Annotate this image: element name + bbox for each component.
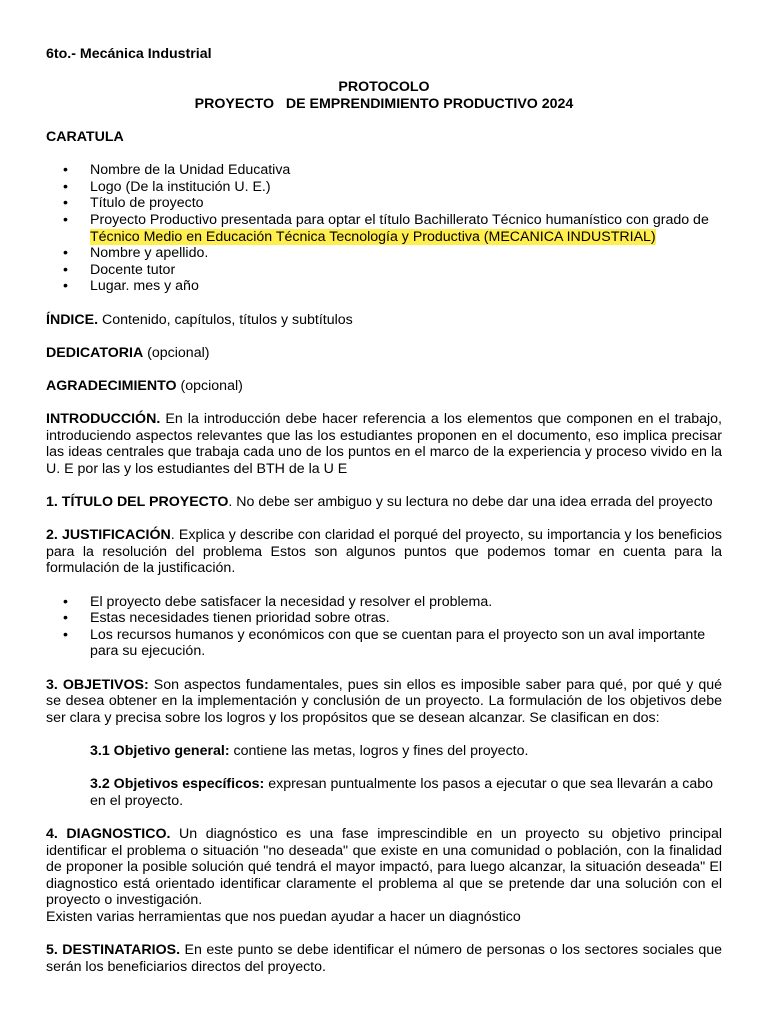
list-item: • Docente tutor [46,262,722,279]
titulo-paragraph: 1. TÍTULO DEL PROYECTO. No debe ser ambiguo y su lectura no debe dar una idea errada del proyecto [46,494,713,511]
justificacion-paragraph: 2. JUSTIFICACIÓN. Explica y describe con claridad el porqué del proyecto, su importancia y los beneficios para la resolución del problema Estos son algunos puntos que podemos tomar en cuenta para la formulación de la justificación. [46,527,722,577]
diagnostico-extra: Existen varias herramientas que nos puedan ayudar a hacer un diagnóstico [46,908,521,925]
highlighted-text: (MECANICA INDUSTRIAL) [479,228,656,245]
title-proyecto: PROYECTO DE EMPRENDIMIENTO PRODUCTIVO 2024 [194,95,574,112]
title-protocolo: PROTOCOLO [338,79,430,96]
introduccion-paragraph: INTRODUCCIÓN. En la introducción debe hacer referencia a los elementos que componen en el trabajo, introduciendo aspectos relevantes que las los estudiantes proponen en el documento, eso implica precisar las ideas centrales que trabaja cada uno de los puntos en el marco de la experiencia y proceso vivido en la U. E por las y los estudiantes del BTH de la U E [46,411,722,477]
diagnostico-paragraph: 4. DIAGNOSTICO. Un diagnóstico es una fase imprescindible en un proyecto su objetivo principal identificar el problema o situación "no deseada" que existe en una comunidad o población, con la finalidad de proponer la posible solución qué tendrá el mayor impactó, para luego alcanzar, la situación deseada" El diagnostico está orientado identificar claramente el problema al que se pretende dar una solución con el proyecto o investigación. [46,825,722,909]
list-item: • Lugar. mes y año [46,278,722,295]
justificacion-list [46,594,722,660]
list-item: • Logo (De la institución U. E.) [46,179,722,196]
objetivos-paragraph: 3. OBJETIVOS: Son aspectos fundamentales, pues sin ellos es imposible saber para qué, por qué y qué se desea obtener en la implementación y conclusión de un proyecto. La formulación de los objetivos debe ser clara y precisa sobre los logros y los propósitos que se desean alcanzar. Se clasifican en dos: [46,676,722,726]
list-item: • El proyecto debe satisfacer la necesidad y resolver el problema. [46,594,722,611]
objetivo-general: 3.1 Objetivo general: contiene las metas, logros y fines del proyecto. [90,742,529,759]
list-item: • Nombre de la Unidad Educativa [46,162,722,179]
destinatarios-paragraph: 5. DESTINATARIOS. En este punto se debe identificar el número de personas o los sectores sociales que serán los beneficiarios directos del proyecto. [46,942,722,975]
list-item: • Los recursos humanos y económicos con que se cuentan para el proyecto son un aval importante para su ejecución. [46,627,722,660]
list-item: • Proyecto Productivo presentada para optar el título Bachillerato Técnico humanístico con grado de Técnico Medio en Educación Técnica Tecnología y Productiva (MECANICA INDUSTRIAL) [46,212,722,245]
highlighted-text: Técnico Medio en Educación Técnica Tecnología y Productiva [90,228,480,245]
dedicatoria-paragraph: DEDICATORIA (opcional) [46,344,210,361]
list-item: • Estas necesidades tienen prioridad sobre otras. [46,610,722,627]
course-label: 6to.- Mecánica Industrial [46,46,212,62]
caratula-list [46,162,722,295]
agradecimiento-paragraph: AGRADECIMIENTO (opcional) [46,377,243,394]
list-item: • Nombre y apellido. [46,245,722,262]
caratula-heading: CARATULA [46,128,124,145]
list-item: • Título de proyecto [46,195,722,212]
objetivos-especificos: 3.2 Objetivos específicos: expresan puntualmente los pasos a ejecutar o que sea llevarán a cabo en el proyecto. [90,776,714,809]
indice-paragraph: ÍNDICE. Contenido, capítulos, títulos y subtítulos [46,311,353,328]
